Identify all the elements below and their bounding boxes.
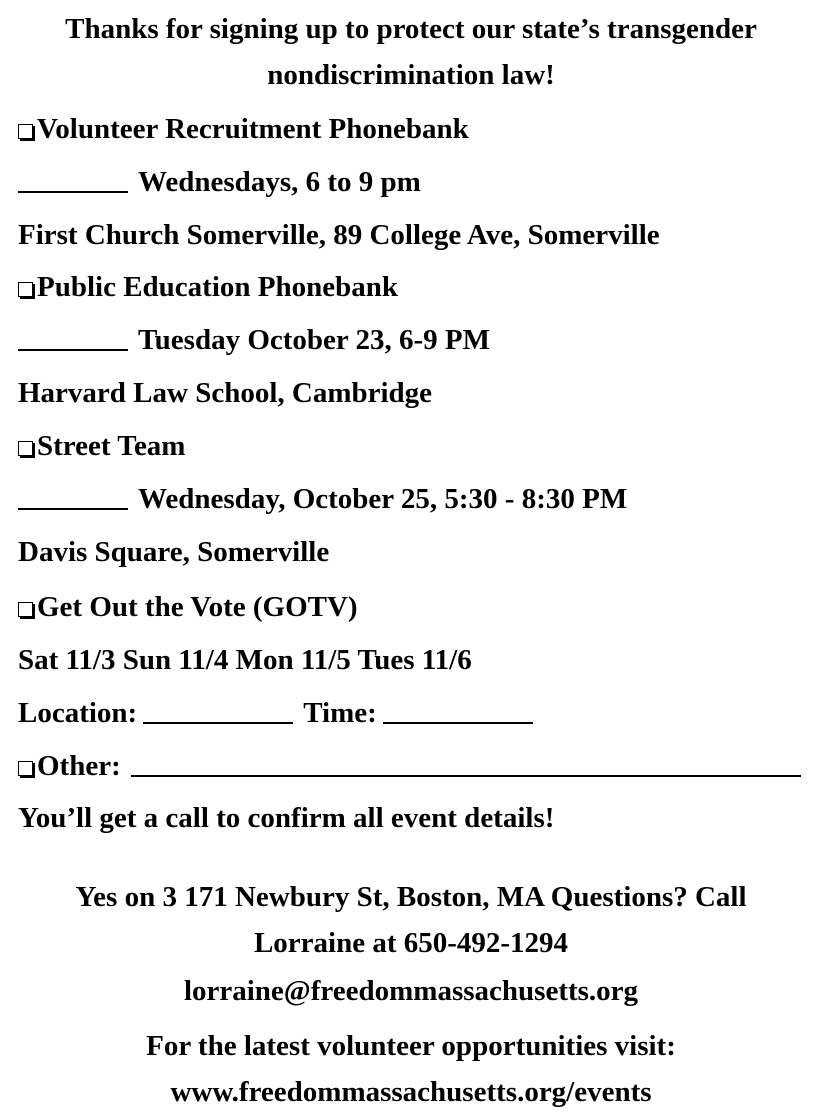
event-street-team[interactable]	[18, 429, 185, 463]
other-label: Other:	[37, 750, 121, 782]
footer-line-4: For the latest volunteer opportunities visit:	[146, 1030, 676, 1062]
confirm-note: You’ll get a call to confirm all event details!	[18, 802, 555, 834]
gotv-days: Sat 11/3 Sun 11/4 Mon 11/5 Tues 11/6	[18, 644, 472, 676]
event-other[interactable]	[18, 749, 801, 783]
footer-line-2: Lorraine at 650-492-1294	[253, 927, 569, 959]
time-blank[interactable]	[383, 700, 533, 724]
location-label: Location:	[18, 697, 138, 729]
event-street-team-where: Davis Square, Somerville	[18, 536, 330, 568]
footer-email[interactable]: lorraine@freedommassachusetts.org	[183, 975, 639, 1007]
footer-line-1: Yes on 3 171 Newbury St, Boston, MA Questions? Call	[75, 881, 747, 913]
checkbox-street-team[interactable]	[18, 441, 33, 456]
checkbox-other[interactable]	[18, 761, 33, 776]
event-title: Street Team	[37, 430, 186, 462]
checkbox-public-education[interactable]	[18, 282, 33, 297]
event-title: Public Education Phonebank	[37, 271, 398, 303]
header-line-1: Thanks for signing up to protect our state’s transgender	[65, 13, 757, 45]
event-public-education[interactable]	[18, 270, 398, 304]
event-when: Wednesday, October 25, 5:30 - 8:30 PM	[138, 483, 628, 515]
event-public-education-where: Harvard Law School, Cambridge	[18, 377, 433, 409]
time-label: Time:	[303, 697, 377, 729]
event-when: Tuesday October 23, 6-9 PM	[138, 324, 491, 356]
checkbox-volunteer-recruitment[interactable]	[18, 124, 33, 139]
event-volunteer-recruitment-where: First Church Somerville, 89 College Ave, Somerville	[18, 219, 660, 251]
header-line-2: nondiscrimination law!	[267, 59, 555, 91]
event-title: Volunteer Recruitment Phonebank	[37, 113, 469, 145]
event-gotv[interactable]	[18, 590, 358, 624]
blank-line[interactable]	[18, 327, 128, 351]
event-volunteer-recruitment[interactable]	[18, 112, 469, 146]
event-public-education-when	[18, 323, 490, 357]
blank-line[interactable]	[18, 486, 128, 510]
event-street-team-when	[18, 482, 627, 516]
checkbox-gotv[interactable]	[18, 602, 33, 617]
blank-line[interactable]	[18, 169, 128, 193]
gotv-location-time	[18, 696, 533, 730]
event-volunteer-recruitment-when	[18, 165, 421, 199]
event-title: Get Out the Vote (GOTV)	[37, 591, 358, 623]
footer-url[interactable]: www.freedommassachusetts.org/events	[170, 1076, 652, 1108]
event-when: Wednesdays, 6 to 9 pm	[138, 166, 421, 198]
location-blank[interactable]	[143, 700, 293, 724]
other-blank[interactable]	[131, 753, 801, 777]
